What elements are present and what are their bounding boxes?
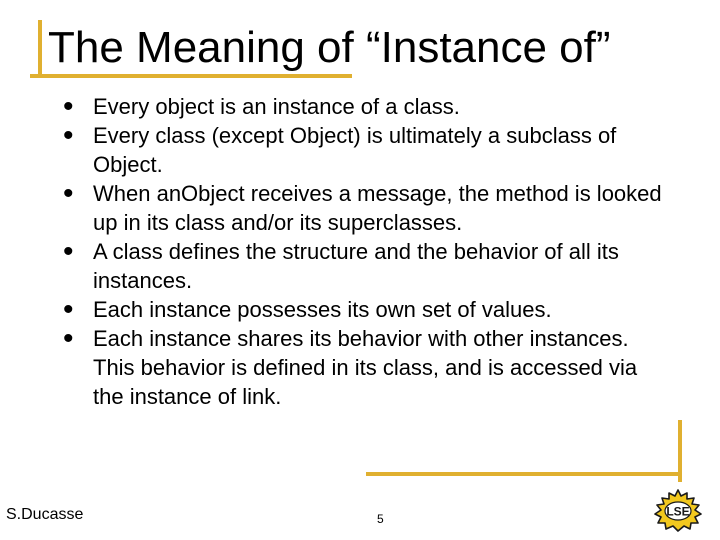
bullet-dot-icon: • [63,177,74,210]
bullet-item [63,295,663,324]
footer-accent-horizontal-rule [366,472,682,476]
logo-text: LSE [666,504,690,519]
bullet-text: Every object is an instance of a class. [93,94,460,119]
bullet-text: A class defines the structure and the behavior of all its instances. [93,239,619,293]
bullet-list [63,92,663,411]
bullet-dot-icon: • [63,119,74,152]
title-accent-horizontal-rule [30,74,352,78]
bullet-text: When anObject receives a message, the method is looked up in its class and/or its superclasses. [93,181,662,235]
bullet-item [63,324,663,411]
bullet-dot-icon: • [63,322,74,355]
title-accent-vertical-rule [38,20,42,78]
lse-logo-icon [650,488,706,532]
slide-title: The Meaning of “Instance of” [48,23,611,72]
bullet-item [63,179,663,237]
bullet-text: Every class (except Object) is ultimately a subclass of Object. [93,123,617,177]
bullet-dot-icon: • [63,90,74,123]
bullet-item [63,237,663,295]
bullet-item [63,92,663,121]
bullet-dot-icon: • [63,293,74,326]
footer-author: S.Ducasse [6,506,84,523]
page-number: 5 [377,512,384,526]
bullet-item [63,121,663,179]
bullet-text: Each instance possesses its own set of values. [93,297,552,322]
bullet-dot-icon: • [63,235,74,268]
bullet-text: Each instance shares its behavior with other instances. This behavior is defined in its class, and is accessed via the instance of link. [93,326,638,409]
